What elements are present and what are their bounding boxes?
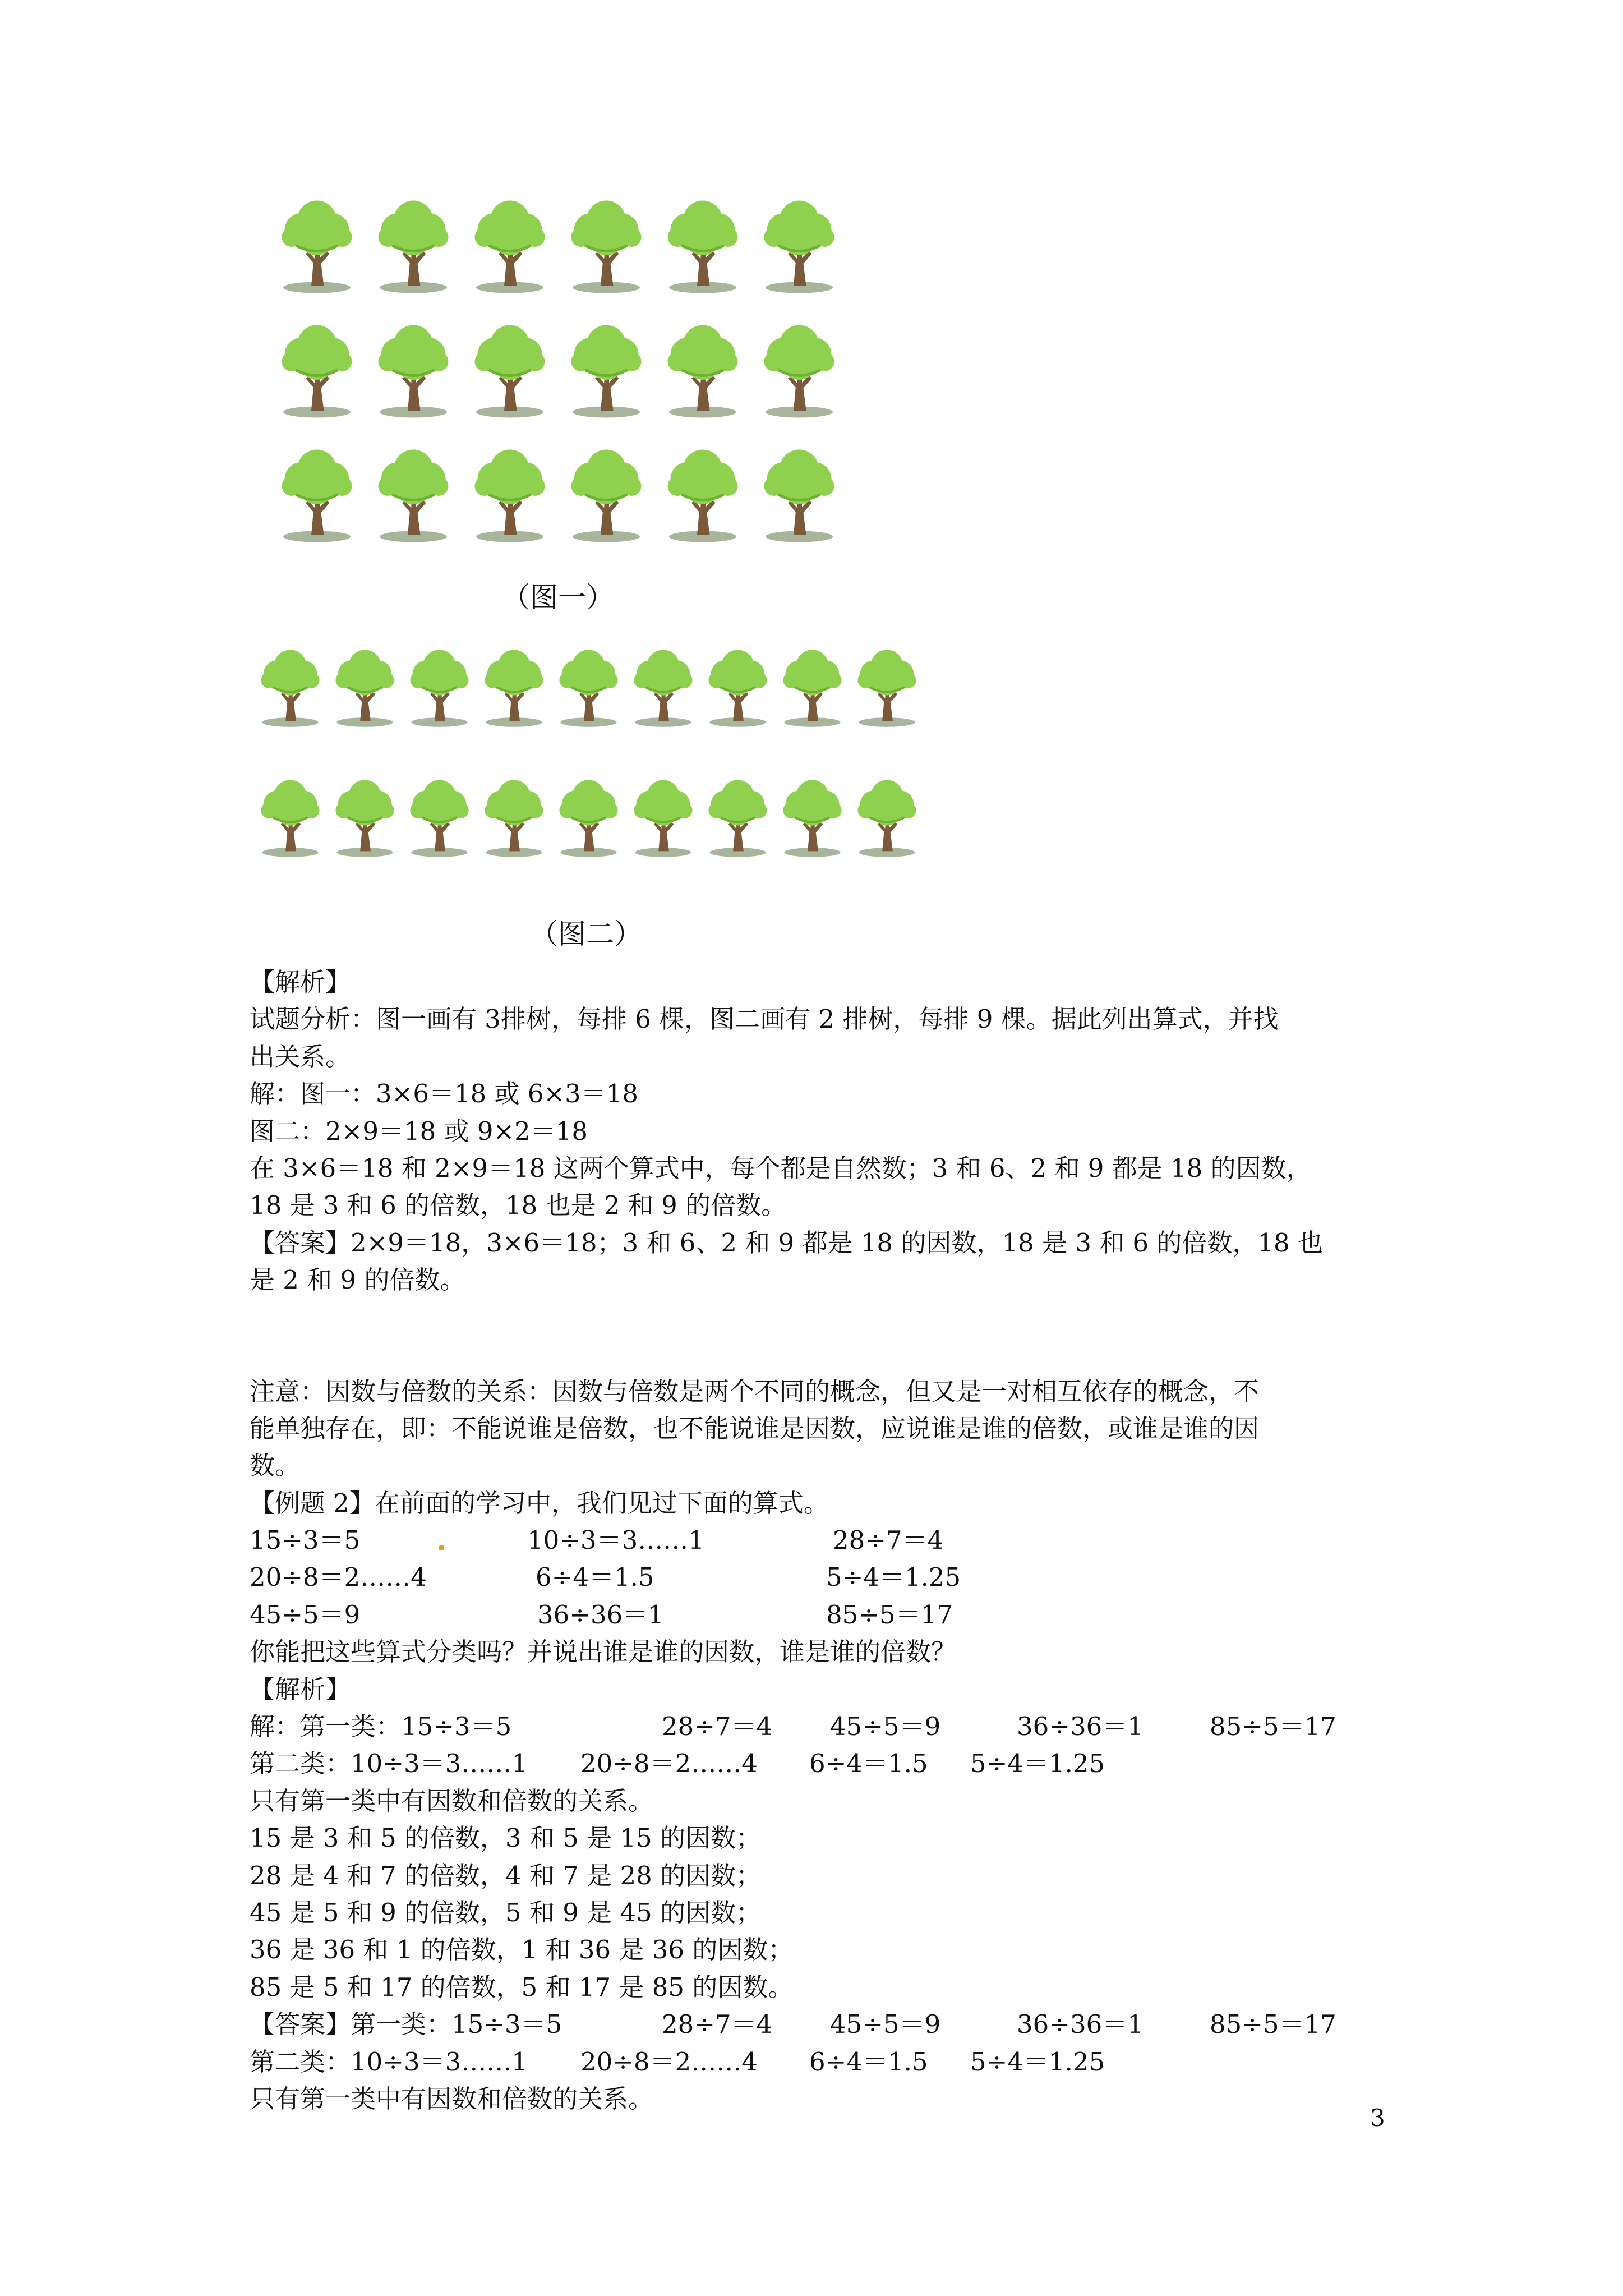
relation-line: 85 是 5 和 17 的倍数，5 和 17 是 85 的因数。 [250,1972,794,2002]
tree-icon [275,196,359,295]
tree-icon [371,445,455,544]
tree-icon [404,775,474,859]
equation: 5÷4＝1.25 [970,2046,1105,2077]
equation: 36÷36＝1 [537,1599,664,1630]
equation-row [250,1522,1399,1559]
stray-mark [439,1545,444,1550]
figure-one-caption: （图一） [502,581,614,614]
equation-row [250,1596,1399,1634]
tree-icon [757,321,841,419]
equation: 第二类：10÷3＝3……1 [250,1749,528,1779]
analysis-heading: 【解析】 [250,967,351,997]
relation-line: 15 是 3 和 5 的倍数，3 和 5 是 15 的因数； [250,1823,762,1853]
tree-icon [479,775,549,859]
equation: 28÷7＝4 [662,1711,773,1742]
page-number: 3 [1370,2104,1385,2132]
tree-icon [564,445,648,544]
relation-line: 28 是 4 和 7 的倍数，4 和 7 是 28 的因数； [250,1860,762,1890]
solution-line: 解：图一：3×6＝18 或 6×3＝18 [250,1079,639,1109]
tree-icon [628,775,698,859]
figure-one-trees [275,196,841,555]
figure-two-caption: （图二） [530,918,642,950]
solution-class-two [250,1745,1399,1782]
equation: 20÷8＝2……4 [580,1749,758,1779]
tree-icon [468,445,552,544]
tree-icon [468,196,552,295]
tree-icon [330,645,400,729]
tree-icon [275,445,359,544]
tree-icon [661,321,745,419]
tree-icon [757,196,841,295]
analysis-line: 出关系。 [250,1041,351,1071]
equation: 10÷3＝3……1 [527,1525,704,1556]
equation: 6÷4＝1.5 [536,1562,654,1593]
equation: 第二类：10÷3＝3……1 [250,2046,528,2077]
equation: 28÷7＝4 [662,2009,773,2040]
tree-icon [255,775,325,859]
relation-line: 45 是 5 和 9 的倍数，5 和 9 是 45 的因数； [250,1897,762,1927]
example-title: 【例题 2】在前面的学习中，我们见过下面的算式。 [250,1488,829,1518]
blank-gap [250,1299,1399,1373]
note-line: 数。 [250,1451,301,1481]
equation: 28÷7＝4 [833,1525,944,1556]
equation: 45÷5＝9 [830,1711,941,1742]
answer-class-two [250,2044,1399,2081]
tree-icon [371,321,455,419]
tree-icon [777,775,847,859]
tree-icon [564,321,648,419]
equation: 36÷36＝1 [1017,2009,1144,2040]
tree-icon [255,645,325,729]
tree-icon [661,445,745,544]
tree-icon [554,645,624,729]
solution-line: 图二：2×9＝18 或 9×2＝18 [250,1116,588,1146]
answer-conclusion: 只有第一类中有因数和倍数的关系。 [250,2083,654,2114]
equation: 5÷4＝1.25 [970,1749,1105,1779]
tree-icon [777,645,847,729]
tree-icon [404,645,474,729]
equation: 6÷4＝1.5 [809,1749,928,1779]
equation: 【答案】第一类：15÷3＝5 [250,2009,562,2040]
tree-icon [852,775,922,859]
equation-row [250,1559,1399,1596]
equation: 6÷4＝1.5 [809,2046,928,2077]
equation: 20÷8＝2……4 [580,2046,758,2077]
equation: 20÷8＝2……4 [250,1562,427,1593]
answer-class-one [250,2006,1399,2043]
tree-icon [479,645,549,729]
answer-line: 【答案】2×9＝18，3×6＝18；3 和 6、2 和 9 都是 18 的因数，18 是 3 和 6 的倍数，18 也 [250,1227,1323,1258]
tree-icon [757,445,841,544]
equation: 36÷36＝1 [1017,1711,1144,1742]
note-line: 能单独存在，即：不能说谁是倍数，也不能说谁是因数，应说谁是谁的倍数，或谁是谁的因 [250,1413,1260,1443]
tree-icon [330,775,400,859]
tree-icon [703,645,773,729]
figure-two-trees [255,645,917,892]
equation: 85÷5＝17 [1210,1711,1336,1742]
tree-icon [275,321,359,419]
equation: 85÷5＝17 [1210,2009,1336,2040]
document-body [250,964,1399,2118]
analysis-heading: 【解析】 [250,1674,351,1704]
equation: 45÷5＝9 [830,2009,941,2040]
answer-line: 是 2 和 9 的倍数。 [250,1265,465,1295]
tree-icon [703,775,773,859]
solution-class-one [250,1708,1399,1745]
tree-icon [371,196,455,295]
equation: 解：第一类：15÷3＝5 [250,1711,512,1742]
tree-icon [564,196,648,295]
note-line: 注意：因数与倍数的关系：因数与倍数是两个不同的概念，但又是一对相互依存的概念，不 [250,1376,1260,1406]
question-line: 你能把这些算式分类吗？并说出谁是谁的因数，谁是谁的倍数？ [250,1637,957,1667]
tree-icon [628,645,698,729]
solution-line: 在 3×6＝18 和 2×9＝18 这两个算式中，每个都是自然数；3 和 6、2 和 9 都是 18 的因数， [250,1153,1312,1183]
tree-icon [468,321,552,419]
equation: 85÷5＝17 [826,1599,953,1630]
equation: 15÷3＝5 [250,1525,361,1556]
tree-icon [661,196,745,295]
tree-icon [554,775,624,859]
equation: 45÷5＝9 [250,1599,361,1630]
relation-line: 36 是 36 和 1 的倍数，1 和 36 是 36 的因数； [250,1935,794,1965]
equation: 5÷4＝1.25 [826,1562,961,1593]
conclusion-line: 只有第一类中有因数和倍数的关系。 [250,1786,654,1816]
analysis-line: 试题分析：图一画有 3排树，每排 6 棵，图二画有 2 排树，每排 9 棵。据此列出算式，并找 [250,1004,1279,1034]
solution-line: 18 是 3 和 6 的倍数，18 也是 2 和 9 的倍数。 [250,1190,787,1221]
tree-icon [852,645,922,729]
